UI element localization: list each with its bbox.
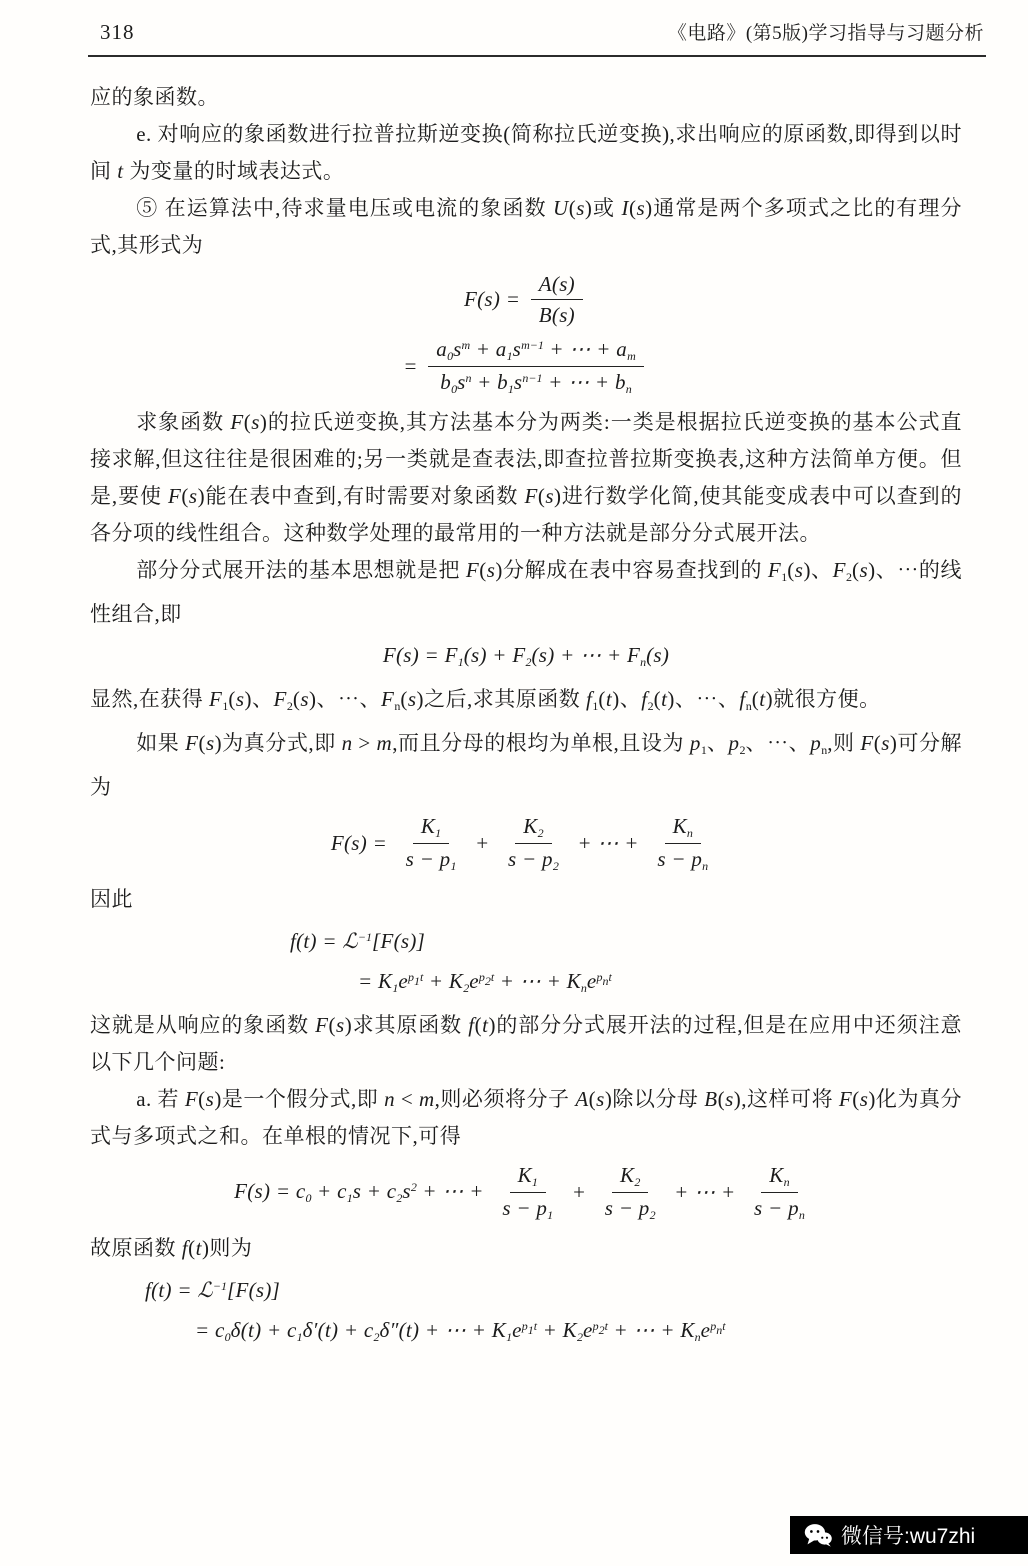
fraction: $\frac{K_n}{s - p_n}$ — [754, 1162, 805, 1222]
fraction: $\frac{K_2}{s - p_2}$ — [508, 813, 559, 873]
paragraph: 因此 — [90, 886, 133, 911]
wechat-label: 微信号:wu7zhi — [841, 1525, 976, 1548]
math-text: f(t) = ℒ$^{-1}$[F(s)] — [290, 929, 426, 953]
math-formula — [90, 966, 962, 1000]
math-text: + — [469, 830, 496, 855]
fraction: $\frac{a_0s^m + a_1s^{m-1} + \cdots + a_m}{b_0s^n + b_1s^{n-1} + \cdots + b_n}$ — [428, 336, 644, 397]
math-formula — [90, 1274, 962, 1308]
math-text: + ⋯ + — [668, 1179, 742, 1204]
math-text: $F(s) = F_1(s) + F_2(s)$ + ⋯ + $F_n(s)$ — [382, 643, 670, 669]
paragraph: 显然,在获得 $F_1(s)$、$F_2(s)$、⋯、$F_n(s)$之后,求其原函数 $f_1(t)$、$f_2(t)$、⋯、$f_n(t)$就很方便。 — [90, 686, 881, 713]
math-text: F(s) = — [464, 287, 526, 312]
paragraph: ⑤ 在运算法中,待求量电压或电流的象函数 U(s)或 I(s)通常是两个多项式之比的有理分式,其形式为 — [90, 196, 963, 257]
math-text: = — [403, 353, 424, 378]
paragraph: 故原函数 f(t)则为 — [90, 1235, 253, 1260]
math-text: = $c_0\delta(t) + c_1\delta'(t) + c_2\delta''(t)$ + ⋯ + $K_1e^{p_1t} + K_2e^{p_2t}$ + ⋯ + $K_ne^{p_nt}$ — [195, 1318, 726, 1344]
math-text: $F(s) = c_0 + c_1s + c_2s^2$ + ⋯ + — [234, 1178, 490, 1205]
page-header — [0, 0, 1028, 45]
fraction: $\frac{A(s)}{B(s)}$ — [531, 271, 583, 329]
paragraph: e. 对响应的象函数进行拉普拉斯逆变换(简称拉氏逆变换),求出响应的原函数,即得到以时间 t 为变量的时域表达式。 — [90, 122, 962, 183]
math-formula — [90, 925, 962, 959]
math-text: + — [566, 1179, 592, 1204]
math-formula — [90, 640, 962, 674]
paragraph: 如果 F(s)为真分式,即 n > m,而且分母的根均为单根,且设为 $p_1$、$p_2$、⋯、$p_n$,则 F(s)可分解为 — [90, 730, 963, 799]
math-text: + ⋯ + — [571, 830, 645, 855]
math-formula — [90, 1162, 962, 1223]
math-formula — [90, 1315, 962, 1349]
fraction: $\frac{K_2}{s - p_2}$ — [604, 1162, 656, 1222]
paragraph: 这就是从响应的象函数 F(s)求其原函数 f(t)的部分分式展开法的过程,但是在应用中还须注意以下几个问题: — [90, 1012, 963, 1074]
math-formula — [90, 271, 962, 329]
paragraph: 部分分式展开法的基本思想就是把 F(s)分解成在表中容易查找到的 $F_1(s)$、$F_2(s)$、⋯的线性组合,即 — [90, 557, 962, 626]
paragraph: a. 若 F(s)是一个假分式,即 n < m,则必须将分子 A(s)除以分母 B(s),这样可将 F(s)化为真分式与多项式之和。在单根的情况下,可得 — [90, 1086, 962, 1148]
header-title: 《电路》(第5版)学习指导与习题分析 — [667, 23, 984, 44]
paragraph: 应的象函数。 — [90, 85, 219, 109]
math-text: F(s) = — [330, 830, 393, 855]
paragraph: 求象函数 F(s)的拉氏逆变换,其方法基本分为两类:一类是根据拉氏逆变换的基本公式直接求解,但这往往是很困难的;另一类就是查表法,即查拉普拉斯变换表,这种方法简单方便。但是,要使 F(s)能在表中查到,有时需要对象函数 F(s)进行数学化简,使其能变成表中可以查到的各分项的线性组合。这种数学处理的最常用的一种方法就是部分分式展开法。 — [90, 409, 963, 545]
fraction: $\frac{K_1}{s - p_1}$ — [405, 813, 457, 873]
wechat-watermark — [790, 1516, 1028, 1554]
fraction: $\frac{K_1}{s - p_1}$ — [502, 1162, 554, 1222]
page-number: 318 — [100, 20, 135, 44]
fraction: $\frac{K_n}{s - p_n}$ — [657, 813, 709, 873]
wechat-icon — [804, 1523, 832, 1547]
math-text: = $K_1e^{p_1t} + K_2e^{p_2t}$ + ⋯ + $K_ne^{p_nt}$ — [358, 969, 612, 995]
page-body — [0, 57, 1028, 1349]
math-formula — [90, 813, 962, 874]
math-formula — [90, 336, 962, 397]
math-text: f(t) = ℒ$^{-1}$[F(s)] — [145, 1278, 281, 1302]
